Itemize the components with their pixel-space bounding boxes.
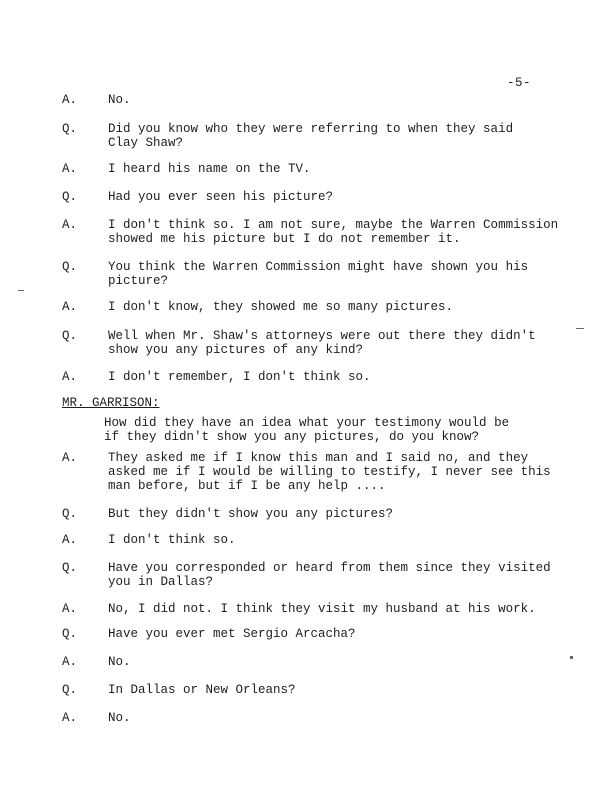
speaker-label: Q. [62,329,78,343]
heading-text: How did they have an idea what your testimony would be if they didn't show you any pictures, do you know? [104,416,510,444]
speaker-label: A. [62,711,78,725]
entry-text: Did you know who they were referring to when they said Clay Shaw? [108,122,514,150]
speaker-label: Q. [62,627,78,641]
speaker-label: A. [62,655,78,669]
entry-text: No. [108,655,131,669]
entry-text: Have you corresponded or heard from them since they visited you in Dallas? [108,561,551,589]
speaker-label: A. [62,162,78,176]
speaker-label: Q. [62,122,78,136]
speaker-label: Q. [62,190,78,204]
speaker-label: A. [62,218,78,232]
entry-text: You think the Warren Commission might have shown you his picture? [108,260,529,288]
page-number: -5- [507,76,532,90]
speaker-label: A. [62,533,78,547]
speaker-label: Q. [62,507,78,521]
entry-text: Had you ever seen his picture? [108,190,334,204]
entry-text: I don't remember, I don't think so. [108,370,371,384]
entry-text: They asked me if I know this man and I said no, and they asked me if I would be willing to testify, I never see this man before, but if I be any help .... [108,451,551,493]
speaker-label: A. [62,93,78,107]
entry-text: I don't think so. I am not sure, maybe the Warren Commission showed me his picture but I do not remember it. [108,218,559,246]
entry-text: No, I did not. I think they visit my husband at his work. [108,602,536,616]
speaker-label: Q. [62,561,78,575]
entry-text: No. [108,711,131,725]
speaker-label: Q. [62,260,78,274]
entry-text: I don't think so. [108,533,236,547]
entry-text: Have you ever met Sergio Arcacha? [108,627,356,641]
speaker-heading: MR. GARRISON: [62,396,160,410]
scan-mark [576,328,584,329]
entry-text: I heard his name on the TV. [108,162,311,176]
entry-text: Well when Mr. Shaw's attorneys were out there they didn't show you any pictures of any kind? [108,329,536,357]
speaker-label: A. [62,451,78,465]
entry-text: In Dallas or New Orleans? [108,683,296,697]
entry-text: No. [108,93,131,107]
speaker-label: Q. [62,683,78,697]
scan-mark [570,656,573,659]
speaker-label: A. [62,370,78,384]
entry-text: I don't know, they showed me so many pictures. [108,300,454,314]
scan-mark [18,290,24,291]
speaker-label: A. [62,300,78,314]
entry-text: But they didn't show you any pictures? [108,507,394,521]
speaker-label: A. [62,602,78,616]
